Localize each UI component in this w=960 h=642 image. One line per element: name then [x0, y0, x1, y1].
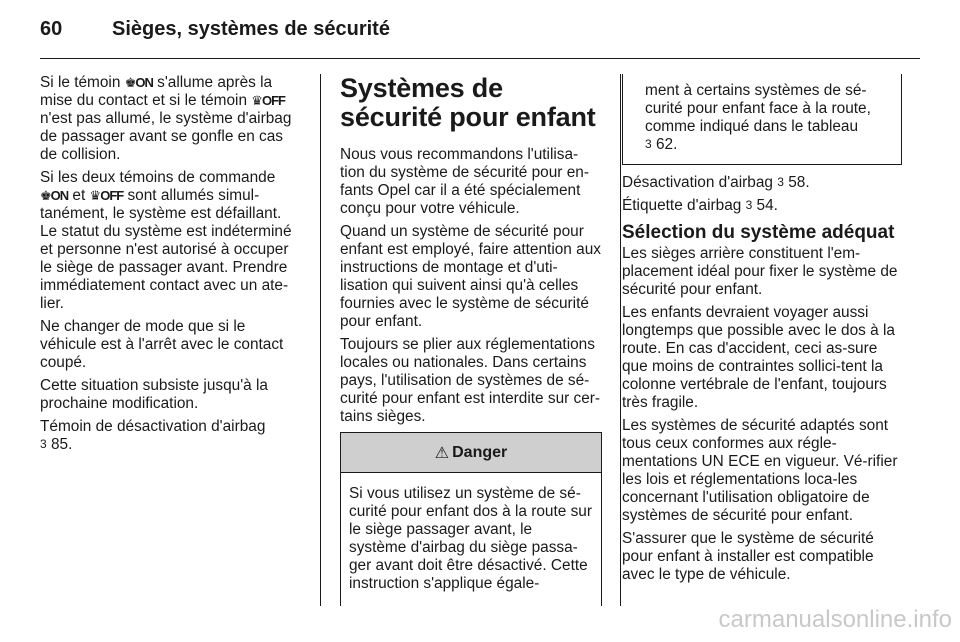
- paragraph: Les enfants devraient voyager aussi longtemps que possible avec le dos à la route. En cas d'accident, ceci as-sure que moins de contraintes sollici-tent la colonne vertébrale de l'enfant, toujours très fragile.: [622, 304, 895, 411]
- paragraph: S'assurer que le système de sécurité pour enfant à installer est compatible avec le type de véhicule.: [622, 530, 874, 583]
- danger-label: Danger: [452, 443, 508, 461]
- paragraph: Les systèmes de sécurité adaptés sont tous ceux conformes aux régle-mentations UN ECE en vigueur. Vé-rifier les lois et réglementations loca-les concernant l'utilisation obligatoire de systèmes de sécurité pour enfant.: [622, 417, 898, 524]
- paragraph: Si le témoin ♚ON s'allume après la mise du contact et si le témoin ♛OFF n'est pas allumé, le système d'airbag de passager avant se gonfle en cas de collision.: [40, 74, 292, 163]
- paragraph: Quand un système de sécurité pour enfant est employé, faire attention aux instructions de montage et d'uti-lisation qui suivent ainsi qu'à celles fournies avec le système de sécurité pour enfant.: [340, 223, 601, 330]
- paragraph: Cette situation subsiste jusqu'à la prochaine modification.: [40, 377, 268, 412]
- watermark: carmanualsonline.info: [718, 606, 952, 633]
- section-heading: Systèmes de sécurité pour enfant: [340, 73, 596, 132]
- cross-reference[interactable]: Témoin de désactivation d'airbag 3 85.: [40, 418, 266, 453]
- paragraph: Toujours se plier aux réglementations locales ou nationales. Dans certains pays, l'utilisation de systèmes de sé-curité pour enfant est interdite sur cer-tains sièges.: [340, 336, 601, 425]
- page-reference-icon: 3: [777, 175, 784, 189]
- column-middle: [340, 74, 602, 431]
- airbag-off-icon: ♛OFF: [251, 93, 285, 108]
- paragraph: Si les deux témoins de commande ♚ON et ♛OFF sont allumés simul-tanément, le système est défaillant. Le statut du système est indéterminé et personne n'est autorisé à occuper le siège de passager avant. Prendre immédiatement contact avec un ate-lier.: [40, 169, 292, 312]
- subsection-heading: Sélection du système adéquat: [622, 222, 895, 243]
- page-reference-icon: 3: [40, 437, 47, 451]
- cross-reference[interactable]: Étiquette d'airbag 3 54.: [622, 197, 778, 214]
- column-left: [40, 74, 302, 459]
- airbag-off-icon: ♛OFF: [89, 188, 124, 203]
- paragraph: Nous vous recommandons l'utilisa-tion du système de sécurité pour en-fants Opel car il a été spécialement conçu pour votre véhicule.: [340, 146, 589, 217]
- danger-text: Si vous utilisez un système de sé-curité pour enfant dos à la route sur le siège passager avant, le système d'airbag du siège passa-ger avant doit être désactivé. Cette instruction s'applique égale-: [349, 485, 592, 592]
- warning-icon: ⚠: [434, 444, 450, 462]
- column-divider: [320, 74, 321, 606]
- danger-box-continued: ment à certains systèmes de sé-curité pour enfant face à la route, comme indiqué dans le tableau 3 62.: [622, 74, 902, 165]
- page-title: Sièges, systèmes de sécurité: [112, 18, 390, 40]
- paragraph: Ne changer de mode que si le véhicule est à l'arrêt avec le contact coupé.: [40, 318, 284, 371]
- paragraph: Les sièges arrière constituent l'em-placement idéal pour fixer le système de sécurité pour enfant.: [622, 245, 898, 298]
- page-reference-icon: 3: [745, 198, 753, 212]
- airbag-on-icon: ♚ON: [40, 188, 69, 203]
- column-divider: [620, 74, 621, 606]
- page-number: 60: [40, 18, 63, 40]
- danger-box: [340, 432, 602, 606]
- airbag-on-icon: ♚ON: [124, 75, 153, 90]
- danger-header: [341, 433, 601, 473]
- cross-reference[interactable]: Désactivation d'airbag 3 58.: [622, 174, 810, 191]
- header-divider: [40, 58, 920, 59]
- page-reference-icon: 3: [645, 137, 652, 151]
